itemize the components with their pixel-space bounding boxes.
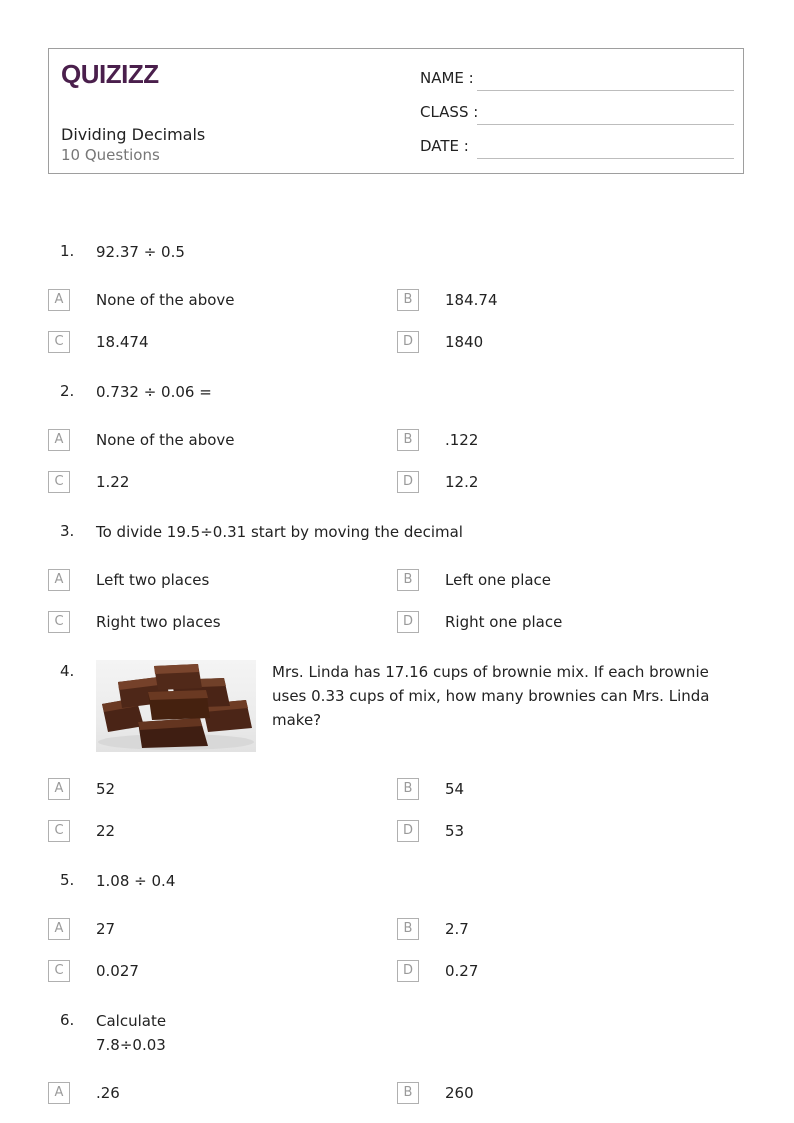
question-count: 10 Questions bbox=[61, 146, 160, 164]
question-text: 0.732 ÷ 0.06 = bbox=[96, 383, 212, 401]
option-b-text: Left one place bbox=[445, 571, 552, 589]
option-b-text: 54 bbox=[445, 780, 465, 798]
option-b-text: .122 bbox=[445, 431, 479, 449]
option-d-text: 12.2 bbox=[445, 473, 479, 491]
option-b-text: 260 bbox=[445, 1084, 474, 1102]
option-c-text: 1.22 bbox=[96, 473, 130, 491]
question-number: 5. bbox=[60, 871, 75, 889]
option-d-box[interactable]: D bbox=[397, 471, 419, 493]
date-label: DATE : bbox=[420, 137, 469, 155]
date-line[interactable] bbox=[477, 158, 734, 159]
option-d-box[interactable]: D bbox=[397, 960, 419, 982]
worksheet-header bbox=[48, 48, 744, 174]
option-b-box[interactable]: B bbox=[397, 569, 419, 591]
question-number: 2. bbox=[60, 382, 75, 400]
question-text: Mrs. Linda has 17.16 cups of brownie mix. If each brownie uses 0.33 cups of mix, how many brownies can Mrs. Linda make? bbox=[272, 663, 710, 729]
option-d-text: Right one place bbox=[445, 613, 563, 631]
option-a-text: Left two places bbox=[96, 571, 210, 589]
brownies-image-icon bbox=[96, 660, 256, 752]
option-c-box[interactable]: C bbox=[48, 820, 70, 842]
question-text-line2: 7.8÷0.03 bbox=[96, 1036, 166, 1054]
option-a-box[interactable]: A bbox=[48, 569, 70, 591]
option-d-box[interactable]: D bbox=[397, 820, 419, 842]
option-c-text: 18.474 bbox=[96, 333, 149, 351]
option-a-text: 27 bbox=[96, 920, 116, 938]
question-text: 92.37 ÷ 0.5 bbox=[96, 243, 185, 261]
brownies-photo bbox=[96, 660, 256, 752]
worksheet-title: Dividing Decimals bbox=[61, 125, 206, 144]
date-field[interactable] bbox=[420, 135, 734, 159]
option-b-text: 184.74 bbox=[445, 291, 498, 309]
option-a-text: 52 bbox=[96, 780, 116, 798]
option-a-text: None of the above bbox=[96, 431, 235, 449]
question-number: 6. bbox=[60, 1011, 75, 1029]
option-b-text: 2.7 bbox=[445, 920, 469, 938]
class-label: CLASS : bbox=[420, 103, 479, 121]
option-c-text: 22 bbox=[96, 822, 116, 840]
option-a-box[interactable]: A bbox=[48, 289, 70, 311]
option-a-box[interactable]: A bbox=[48, 429, 70, 451]
name-line[interactable] bbox=[477, 90, 734, 91]
question-text: To divide 19.5÷0.31 start by moving the decimal bbox=[96, 523, 463, 541]
class-line[interactable] bbox=[477, 124, 734, 125]
option-b-box[interactable]: B bbox=[397, 429, 419, 451]
option-c-box[interactable]: C bbox=[48, 611, 70, 633]
question-number: 3. bbox=[60, 522, 75, 540]
name-field[interactable] bbox=[420, 67, 734, 91]
question-number: 4. bbox=[60, 662, 75, 680]
name-label: NAME : bbox=[420, 69, 474, 87]
option-b-box[interactable]: B bbox=[397, 778, 419, 800]
option-c-box[interactable]: C bbox=[48, 331, 70, 353]
option-c-text: 0.027 bbox=[96, 962, 139, 980]
option-b-box[interactable]: B bbox=[397, 1082, 419, 1104]
question-text: Calculate bbox=[96, 1012, 167, 1030]
option-d-text: 1840 bbox=[445, 333, 484, 351]
option-a-box[interactable]: A bbox=[48, 918, 70, 940]
option-b-box[interactable]: B bbox=[397, 289, 419, 311]
option-a-box[interactable]: A bbox=[48, 1082, 70, 1104]
option-d-box[interactable]: D bbox=[397, 611, 419, 633]
option-b-box[interactable]: B bbox=[397, 918, 419, 940]
option-a-text: None of the above bbox=[96, 291, 235, 309]
option-a-box[interactable]: A bbox=[48, 778, 70, 800]
option-d-text: 0.27 bbox=[445, 962, 479, 980]
question-number: 1. bbox=[60, 242, 75, 260]
question-text: 1.08 ÷ 0.4 bbox=[96, 872, 176, 890]
class-field[interactable] bbox=[420, 101, 734, 125]
option-c-box[interactable]: C bbox=[48, 960, 70, 982]
quizizz-logo: QUIZIZZ bbox=[61, 59, 159, 89]
option-c-text: Right two places bbox=[96, 613, 221, 631]
option-c-box[interactable]: C bbox=[48, 471, 70, 493]
option-d-text: 53 bbox=[445, 822, 465, 840]
option-d-box[interactable]: D bbox=[397, 331, 419, 353]
option-a-text: .26 bbox=[96, 1084, 120, 1102]
